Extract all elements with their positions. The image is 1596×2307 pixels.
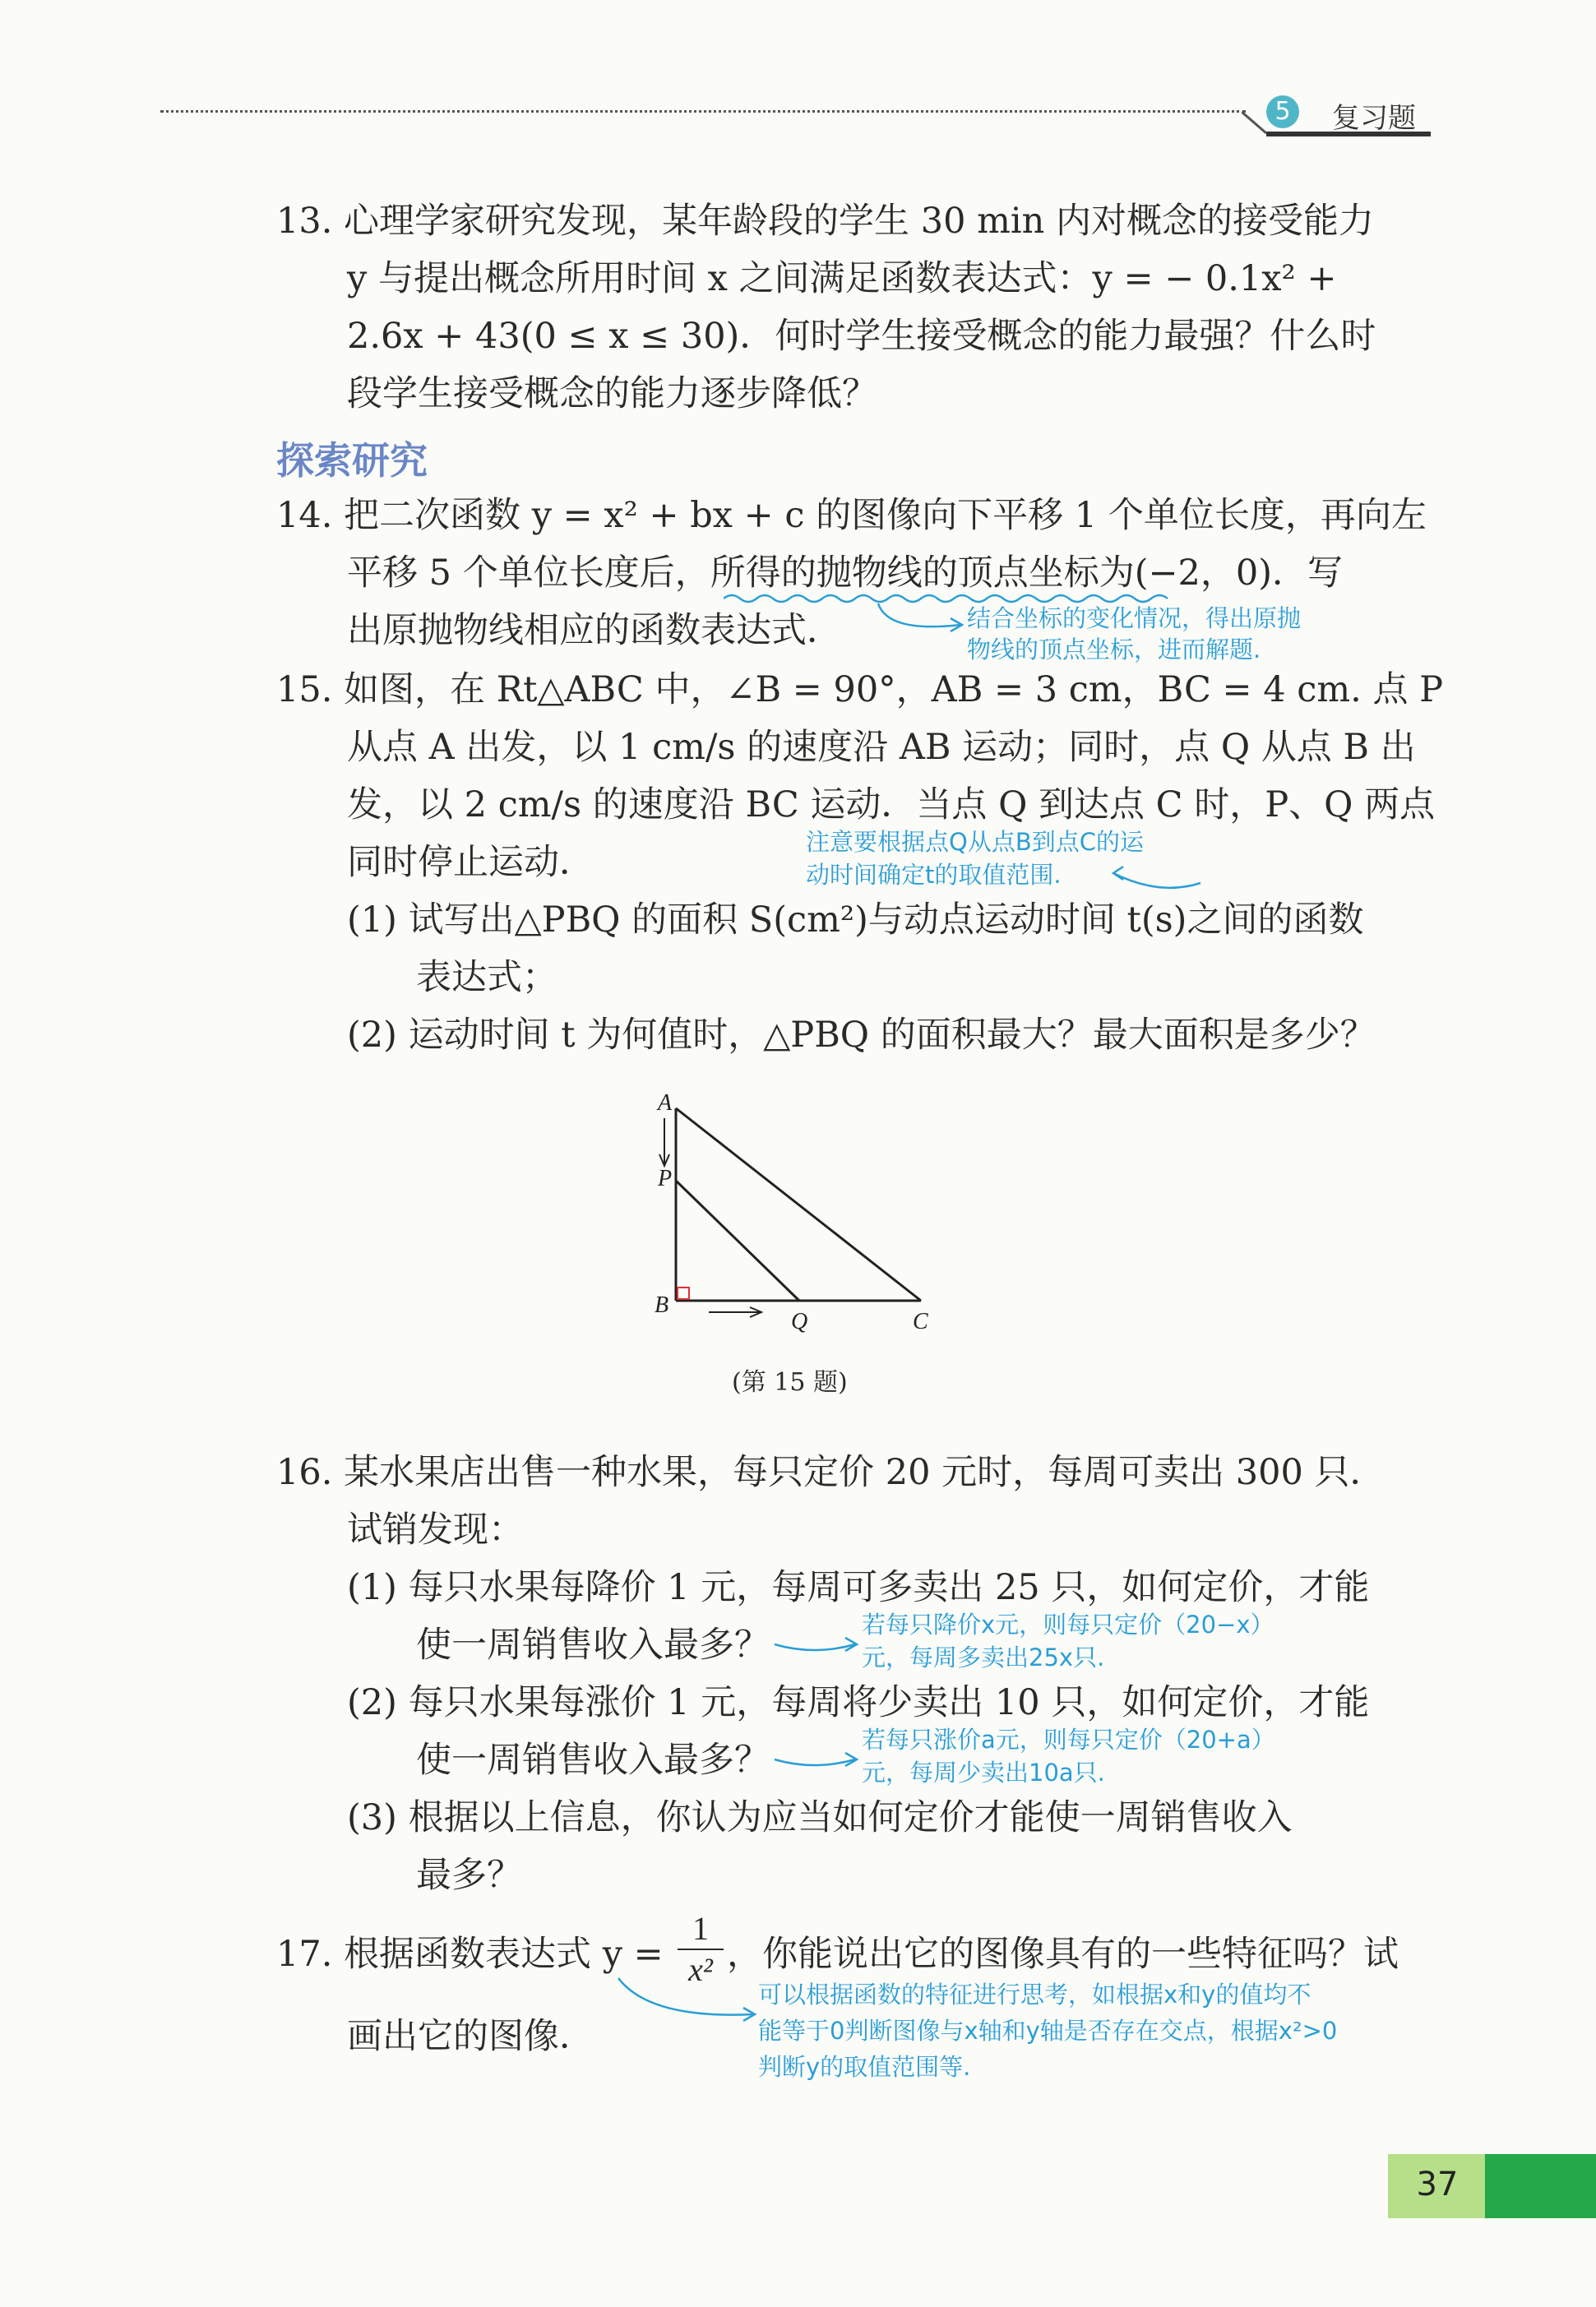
p16-sub-2-cont: 使一周销售收入最多？ <box>416 1740 770 1781</box>
p15-line-3: 发，以 2 cm/s 的速度沿 BC 运动．当点 Q 到达点 C 时，P、Q 两点 <box>347 784 1436 825</box>
p16-note2-line-2: 元，每周少卖出10a只. <box>862 1759 1105 1787</box>
p13-line-4: 段学生接受概念的能力逐步降低？ <box>347 373 877 414</box>
p13-line-1: 13. 心理学家研究发现，某年龄段的学生 30 min 内对概念的接受能力 <box>276 201 1374 242</box>
right-angle-mark <box>678 1288 689 1299</box>
p14-line-3: 出原抛物线相应的函数表达式． <box>347 610 842 651</box>
p16-note1-line-2: 元，每周多卖出25x只. <box>862 1644 1105 1671</box>
p16-sub-1: (1) 每只水果每降价 1 元，每周可多卖出 25 只，如何定价，才能 <box>347 1567 1370 1608</box>
p16-sub-3: (3) 根据以上信息，你认为应当如何定价才能使一周销售收入 <box>347 1797 1293 1838</box>
segment-AC <box>676 1108 921 1301</box>
label-B: B <box>655 1292 669 1318</box>
section-title: 探索研究 <box>276 438 428 483</box>
segment-PQ <box>676 1181 799 1301</box>
chapter-title: 复习题 <box>1332 102 1416 135</box>
p17-note-line-1: 可以根据函数的特征进行思考，如根据x和y的值均不 <box>758 1981 1311 2009</box>
p16-note1-arrow <box>773 1628 863 1661</box>
p15-note-line-1: 注意要根据点Q从点B到点C的运 <box>806 828 1144 856</box>
p15-sub-2: (2) 运动时间 t 为何值时，△PBQ 的面积最大？最大面积是多少？ <box>347 1015 1376 1056</box>
p15-line-4: 同时停止运动． <box>347 842 594 883</box>
p15-line-2: 从点 A 出发，以 1 cm/s 的速度沿 AB 运动；同时，点 Q 从点 B 出 <box>347 727 1416 768</box>
p17-line-2: 画出它的图像． <box>347 2016 594 2057</box>
page-number-tab-dark <box>1485 2154 1596 2218</box>
p16-line-2: 试销发现： <box>347 1509 524 1551</box>
p17-note-line-2: 能等于0判断图像与x轴和y轴是否存在交点，根据x²>0 <box>758 2017 1338 2045</box>
p15-sub-1-cont: 表达式； <box>416 957 557 998</box>
label-Q: Q <box>791 1309 808 1334</box>
chapter-number: 5 <box>1274 97 1291 126</box>
p16-note2-line-1: 若每只涨价a元，则每只定价（20+a） <box>862 1726 1275 1754</box>
p17-note-arrow <box>617 1973 765 2031</box>
p17-fraction-denominator: x² <box>688 1951 713 1988</box>
p16-note2-arrow <box>773 1743 863 1776</box>
p17-line-1-pre: 17. 根据函数表达式 y = <box>276 1934 664 1975</box>
p17-fraction-bar <box>678 1949 724 1950</box>
header-dotted-rule <box>160 110 1246 113</box>
page-number: 37 <box>1416 2166 1459 2203</box>
label-C: C <box>913 1309 928 1334</box>
p15-sub-1: (1) 试写出△PBQ 的面积 S(cm²)与动点运动时间 t(s)之间的函数 <box>347 899 1364 941</box>
p15-figure <box>641 1085 954 1348</box>
p13-line-2: y 与提出概念所用时间 x 之间满足函数表达式：y = − 0.1x² + <box>347 258 1337 299</box>
label-A: A <box>658 1090 673 1116</box>
p16-sub-3-cont: 最多？ <box>416 1855 522 1896</box>
p14-note-line-1: 结合坐标的变化情况，得出原抛 <box>967 604 1302 632</box>
p16-line-1: 16. 某水果店出售一种水果，每只定价 20 元时，每周可卖出 300 只． <box>276 1452 1386 1493</box>
p14-line-1: 14. 把二次函数 y = x² + bx + c 的图像向下平移 1 个单位长度，再向左 <box>276 495 1427 536</box>
p14-note-line-2: 物线的顶点坐标，进而解题. <box>967 636 1261 663</box>
p17-note-line-3: 判断y的取值范围等. <box>758 2053 971 2081</box>
p15-note-arrow <box>1110 863 1209 896</box>
p17-line-1-post: ，你能说出它的图像具有的一些特征吗？试 <box>727 1934 1399 1975</box>
p16-note1-line-1: 若每只降价x元，则每只定价（20−x） <box>862 1611 1274 1639</box>
p17-fraction-numerator: 1 <box>692 1910 709 1947</box>
p14-line-2: 平移 5 个单位长度后，所得的抛物线的顶点坐标为(−2，0)．写 <box>347 552 1343 594</box>
p13-line-3: 2.6x + 43(0 ≤ x ≤ 30)．何时学生接受概念的能力最强？什么时 <box>347 316 1376 357</box>
chapter-number-badge <box>1266 95 1299 128</box>
label-P: P <box>658 1166 673 1191</box>
p16-sub-2: (2) 每只水果每涨价 1 元，每周将少卖出 10 只，如何定价，才能 <box>347 1682 1370 1723</box>
p16-sub-1-cont: 使一周销售收入最多？ <box>416 1625 770 1666</box>
p14-note-arrow <box>872 600 970 650</box>
p15-caption: (第 15 题) <box>732 1368 848 1397</box>
p15-line-1: 15. 如图，在 Rt△ABC 中，∠B = 90°，AB = 3 cm，BC = 4 cm. 点 P <box>276 669 1444 710</box>
p15-note-line-2: 动时间确定t的取值范围. <box>806 861 1062 889</box>
